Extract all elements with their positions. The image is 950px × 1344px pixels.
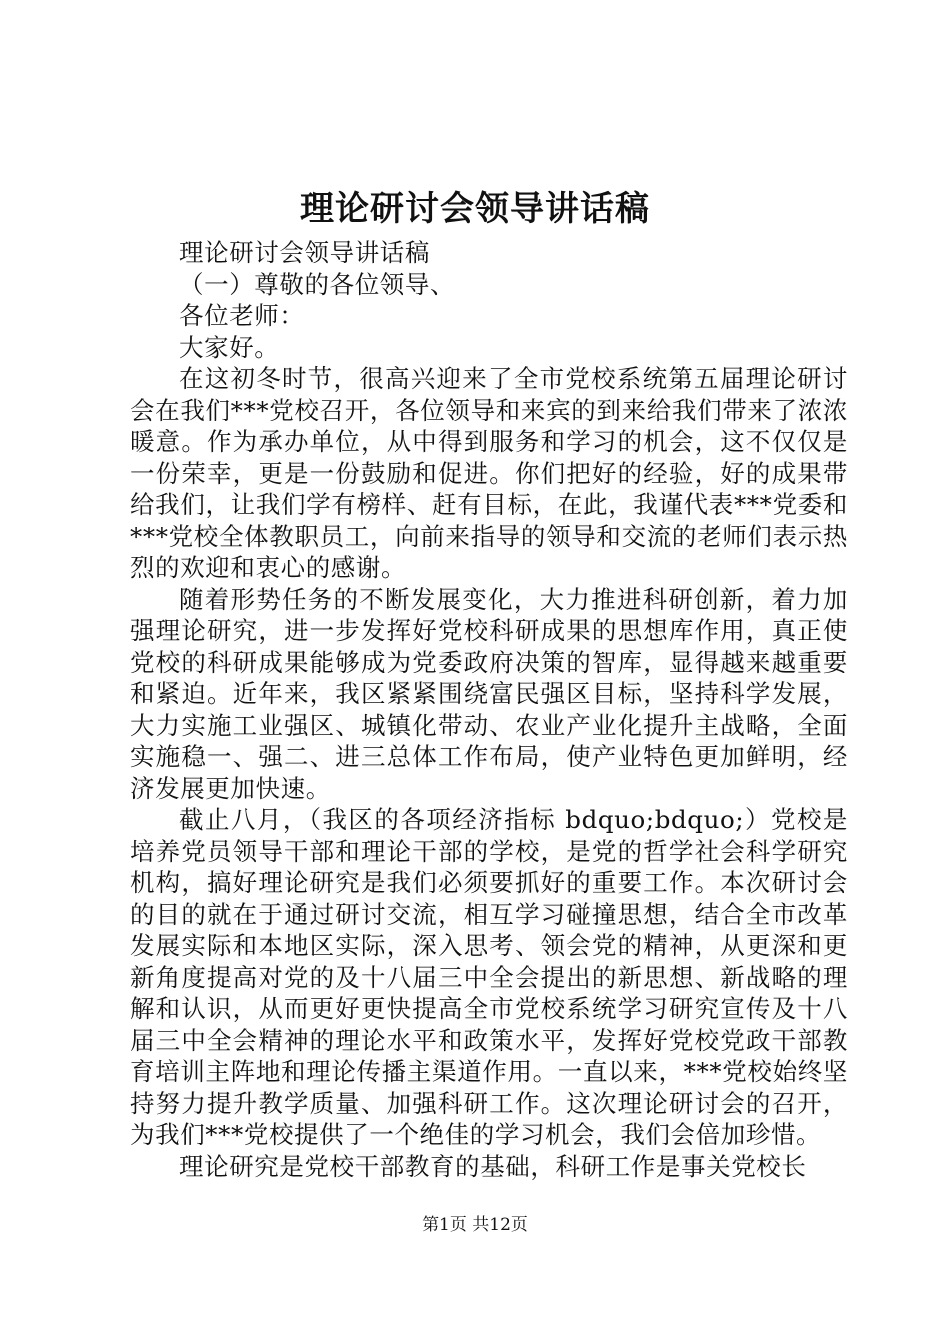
- page-number-footer: 第1页 共12页: [422, 1215, 528, 1235]
- paragraph-development: 随着形势任务的不断发展变化，大力推进科研创新，着力加强理论研究，进一步发挥好党校科研成果的思想库作用，真正使党校的科研成果能够成为党委政府决策的智库，显得越来越重要和紧迫。近年来，我区紧紧围绕富民强区目标，坚持科学发展，大力实施工业强区、城镇化带动、农业产业化提升主战略，全面实施稳一、强二、进三总体工作布局，使产业特色更加鲜明，经济发展更加快速。: [130, 584, 848, 803]
- document-title: 理论研讨会领导讲话稿: [300, 189, 650, 229]
- paragraph-salutation-teachers: 各位老师：: [179, 301, 305, 330]
- paragraph-welcome: 在这初冬时节，很高兴迎来了全市党校系统第五届理论研讨会在我们***党校召开，各位领导和来宾的到来给我们带来了浓浓暖意。作为承办单位，从中得到服务和学习的机会，这不仅仅是一份荣幸，更是一份鼓励和促进。你们把好的经验，好的成果带给我们，让我们学有榜样、赶有目标，在此，我谨代表***党委和***党校全体教职员工，向前来指导的领导和交流的老师们表示热烈的欢迎和衷心的感谢。: [130, 364, 848, 582]
- paragraph-greeting: 大家好。: [179, 332, 280, 362]
- paragraph-salutation-leaders: （一）尊敬的各位领导、: [179, 269, 456, 299]
- paragraph-purpose: 截止八月，（我区的各项经济指标 bdquo;bdquo;）党校是培养党员领导干部和理论干部的学校，是党的哲学社会科学研究机构，搞好理论研究是我们必须要抓好的重要工作。本次研讨会的目的就在于通过研讨交流，相互学习碰撞思想，结合全市改革发展实际和本地区实际，深入思考、领会党的精神，从更深和更新角度提高对党的及十八届三中全会提出的新思想、新战略的理解和认识，从而更好更快提高全市党校系统学习研究宣传及十八届三中全会精神的理论水平和政策水平，发挥好党校党政干部教育培训主阵地和理论传播主渠道作用。一直以来，***党校始终坚持努力提升教学质量、加强科研工作。这次理论研讨会的召开，为我们***党校提供了一个绝佳的学习机会，我们会倍加珍惜。: [130, 805, 848, 1149]
- paragraph-theory-research: 理论研究是党校干部教育的基础，科研工作是事关党校长: [179, 1151, 807, 1181]
- document-body: [130, 237, 848, 1182]
- paragraph-subtitle: 理论研讨会领导讲话稿: [179, 238, 430, 267]
